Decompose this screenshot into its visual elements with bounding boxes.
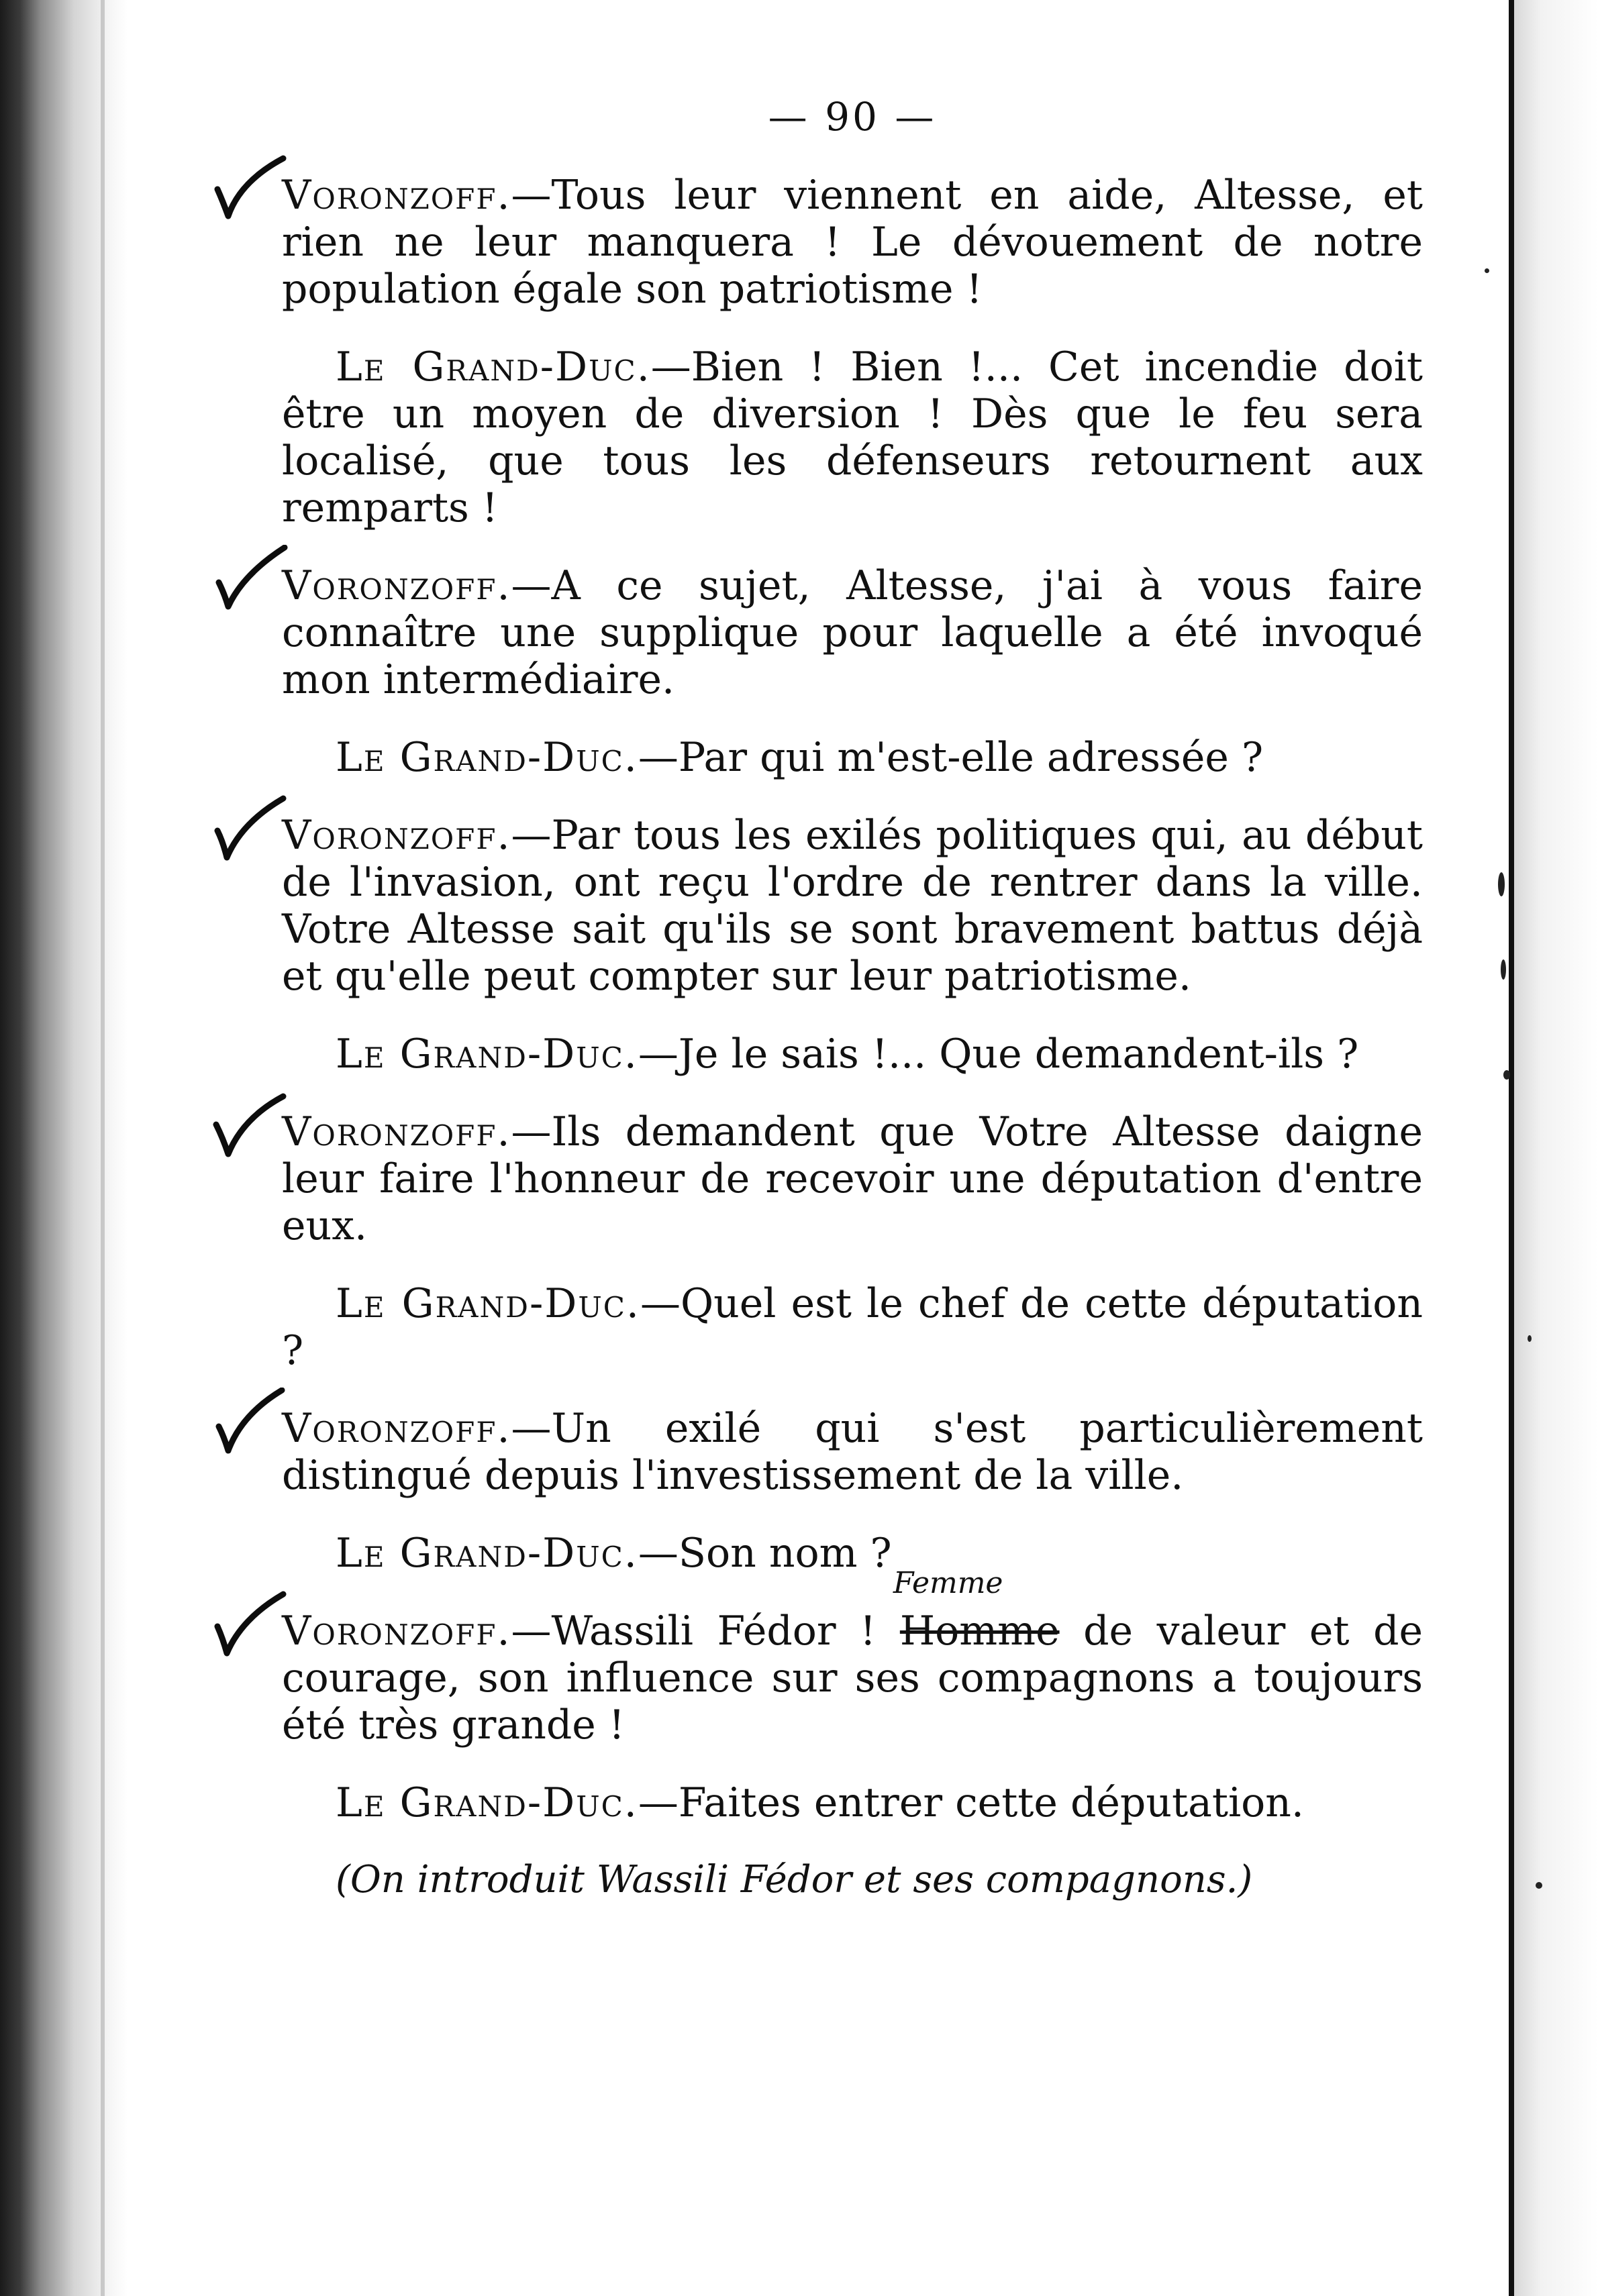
checkmark-icon: [208, 154, 289, 221]
speaker-name: Voronzoff.: [282, 172, 511, 219]
dialogue-text: —Par qui m'est-elle adressée ?: [638, 734, 1264, 781]
checkmark-icon: [208, 794, 289, 862]
speaker-name: Voronzoff.: [282, 562, 511, 609]
speaker-name: Le Grand-Duc.: [336, 1530, 638, 1577]
dialogue-text: —Ils demandent que Votre Altesse daigne leur faire l'honneur de recevoir une députation d'entre eux.: [282, 1108, 1423, 1249]
scan-speck: [1536, 1882, 1542, 1889]
speaker-name: Voronzoff.: [282, 1608, 511, 1655]
dialogue-line: [282, 1108, 1423, 1249]
struck-word: Homme: [899, 1608, 1060, 1655]
checkmark-icon: [208, 1590, 289, 1657]
handwritten-word: Femme: [893, 1566, 1003, 1600]
scan-right-shadow: [1514, 0, 1598, 2296]
dialogue-line: [282, 1405, 1423, 1499]
speaker-name: Voronzoff.: [282, 812, 511, 859]
checkmark-icon: [208, 545, 289, 612]
dialogue-line: [282, 1779, 1423, 1826]
dialogue-line: [282, 172, 1423, 313]
dialogue-line: [282, 734, 1423, 781]
dialogue-line: [282, 812, 1423, 1000]
book-page: [282, 94, 1423, 1903]
page-number: — 90 —: [768, 94, 937, 140]
dialogue-text: —Bien ! Bien !... Cet incendie doit être un moyen de diversion ! Dès que le feu sera localisé, que tous les défenseurs retournent aux remparts !: [282, 344, 1423, 531]
dialogue-line: [282, 1530, 1423, 1577]
speaker-name: Voronzoff.: [282, 1108, 511, 1155]
dialogue-text: de valeur et de courage, son influence sur ses compagnons a toujours été très grande !: [282, 1608, 1423, 1749]
handwritten-correction: [893, 1566, 1060, 1655]
speaker-name: Le Grand-Duc.: [336, 1779, 638, 1826]
dialogue-text: —Wassili Fédor !: [511, 1608, 900, 1655]
stage-direction: (On introduit Wassili Fédor et ses compagnons.): [336, 1858, 1253, 1901]
scan-speck: [1501, 959, 1506, 980]
speaker-name: Le Grand-Duc.: [336, 734, 638, 781]
dialogue-line: [282, 344, 1423, 531]
scan-binding-line: [101, 0, 105, 2296]
scan-speck: [1528, 1335, 1532, 1342]
speaker-name: Le Grand-Duc.: [336, 1031, 638, 1078]
dialogue-text: —Je le sais !... Que demandent-ils ?: [638, 1031, 1359, 1078]
dialogue-text: —Tous leur viennent en aide, Altesse, et rien ne leur manquera ! Le dévouement de notre population égale son patriotisme !: [282, 172, 1423, 313]
dialogue-line: [282, 1031, 1423, 1078]
dialogue-text: —Son nom ?: [638, 1530, 892, 1577]
scan-speck: [1485, 268, 1489, 273]
speaker-name: Voronzoff.: [282, 1405, 511, 1452]
scan-left-edge: [0, 0, 128, 2296]
dialogue-text: —Un exilé qui s'est particulièrement distingué depuis l'investissement de la ville.: [282, 1405, 1423, 1499]
dialogue-text: —Quel est le chef de cette députation ?: [282, 1280, 1423, 1374]
scan-right-edge: [1509, 0, 1514, 2296]
dialogue-line-corrected: [282, 1566, 1423, 1749]
scan-speck: [1503, 1070, 1510, 1080]
dialogue-text: —A ce sujet, Altesse, j'ai à vous faire connaître une supplique pour laquelle a été invoqué mon intermédiaire.: [282, 562, 1423, 703]
speaker-name: Le Grand-Duc.: [336, 1280, 640, 1327]
dialogue-text: —Par tous les exilés politiques qui, au début de l'invasion, ont reçu l'ordre de rentrer dans la ville. Votre Altesse sait qu'ils se sont bravement battus déjà et qu'elle peut compter sur leur patriotisme.: [282, 812, 1423, 1000]
scan-speck: [1498, 872, 1505, 896]
dialogue-line: [282, 562, 1423, 703]
dialogue-text: —Faites entrer cette députation.: [638, 1779, 1304, 1826]
checkmark-icon: [208, 1091, 289, 1158]
dialogue-line: [282, 1280, 1423, 1374]
checkmark-icon: [208, 1388, 289, 1455]
speaker-name: Le Grand-Duc.: [336, 344, 651, 390]
